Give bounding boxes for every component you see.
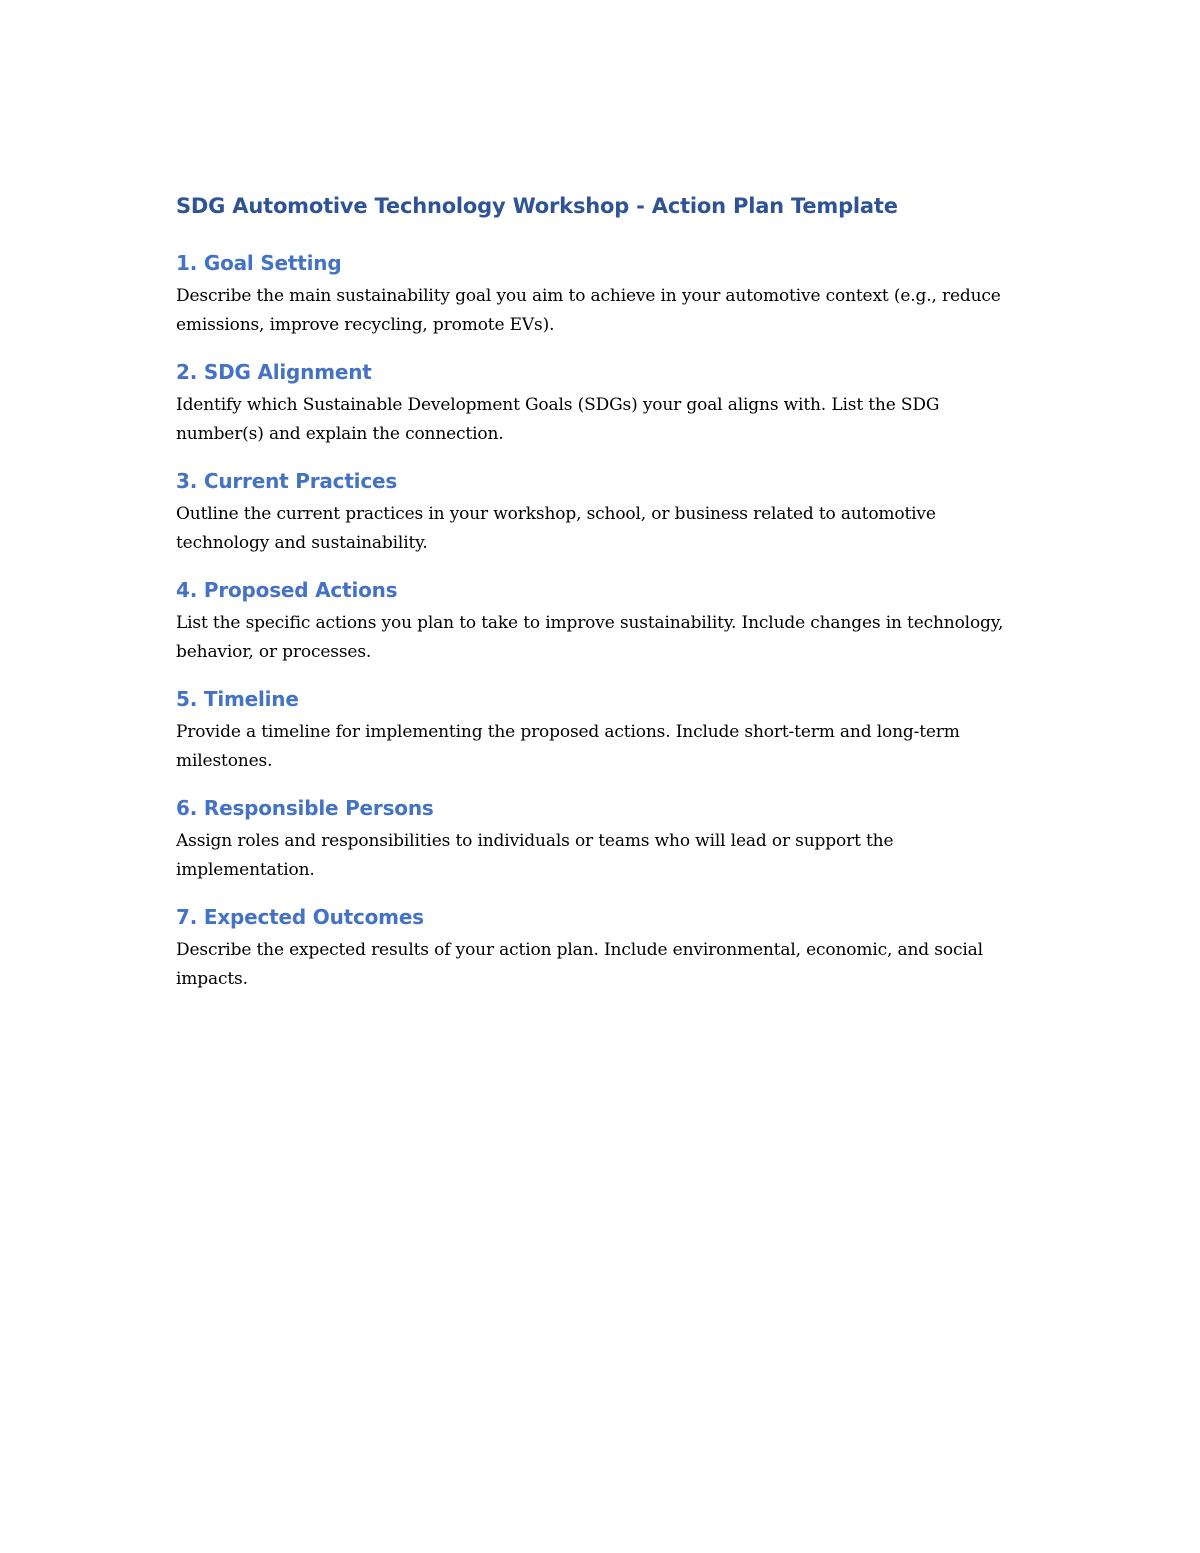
section-body: Provide a timeline for implementing the proposed actions. Include short-term and long-term milestones. xyxy=(176,722,960,771)
section-heading: 2. SDG Alignment xyxy=(176,360,372,384)
document-content xyxy=(176,190,1016,1013)
section-current-practices xyxy=(176,468,1016,557)
section-expected-outcomes xyxy=(176,904,1016,993)
section-body: List the specific actions you plan to take to improve sustainability. Include changes in technology, behavior, or processes. xyxy=(176,613,1004,662)
section-heading: 5. Timeline xyxy=(176,687,299,711)
section-body: Identify which Sustainable Development Goals (SDGs) your goal aligns with. List the SDG number(s) and explain the connection. xyxy=(176,395,940,444)
section-responsible-persons xyxy=(176,795,1016,884)
section-body: Outline the current practices in your workshop, school, or business related to automotive technology and sustainability. xyxy=(176,504,936,553)
section-body: Describe the main sustainability goal you aim to achieve in your automotive context (e.g., reduce emissions, improve recycling, promote EVs). xyxy=(176,286,1001,335)
section-heading: 3. Current Practices xyxy=(176,469,398,493)
section-body: Assign roles and responsibilities to individuals or teams who will lead or support the implementation. xyxy=(176,831,894,880)
section-heading: 4. Proposed Actions xyxy=(176,578,398,602)
section-heading: 6. Responsible Persons xyxy=(176,796,434,820)
section-proposed-actions xyxy=(176,577,1016,666)
section-goal-setting xyxy=(176,250,1016,339)
section-heading: 1. Goal Setting xyxy=(176,251,342,275)
section-timeline xyxy=(176,686,1016,775)
document-title: SDG Automotive Technology Workshop - Action Plan Template xyxy=(176,194,898,218)
section-sdg-alignment xyxy=(176,359,1016,448)
section-heading: 7. Expected Outcomes xyxy=(176,905,424,929)
section-body: Describe the expected results of your action plan. Include environmental, economic, and social impacts. xyxy=(176,940,983,989)
